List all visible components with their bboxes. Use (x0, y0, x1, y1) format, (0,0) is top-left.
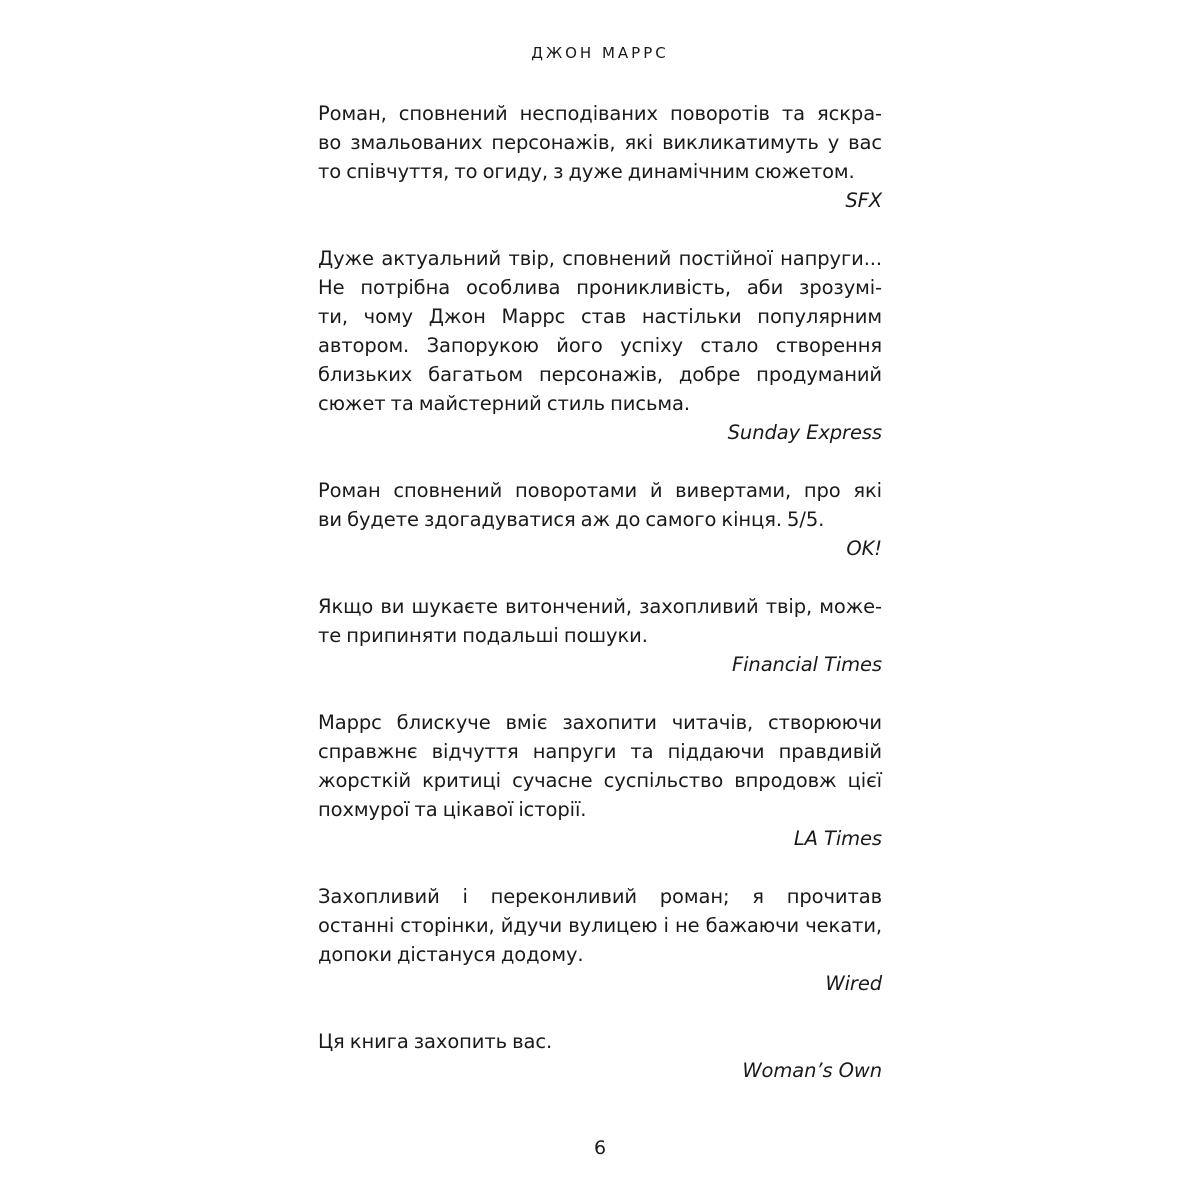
review-quote (318, 99, 882, 186)
quote-line: Не потрібна особлива проникливість, аби зрозумі- (318, 276, 882, 299)
review-quote (318, 882, 882, 969)
quote-line: ви будете здогадуватися аж до самого кінця. 5/5. (318, 508, 825, 531)
quote-line: Якщо ви шукаєте витончений, захопливий твір, може- (318, 595, 882, 618)
quote-line: жорсткій критиці сучасне суспільство впродовж цієї (318, 769, 882, 792)
quote-line: Ця книга захопить вас. (318, 1030, 553, 1053)
review-item (318, 1027, 882, 1085)
quote-line: Роман, сповнений несподіваних поворотів та яскра- (318, 102, 882, 125)
quote-line: сюжет та майстерний стиль письма. (318, 392, 690, 415)
quote-line: те припиняти подальші пошуки. (318, 624, 648, 647)
review-source: Woman’s Own (742, 1059, 882, 1082)
quote-line: похмурої та цікавої історії. (318, 798, 587, 821)
review-quote (318, 708, 882, 824)
quote-line: автором. Запорукою його успіху стало створення (318, 334, 882, 357)
review-source: LA Times (793, 827, 882, 850)
reviews-list (318, 99, 882, 1114)
review-source: Wired (825, 972, 882, 995)
quote-line: то співчуття, то огиду, з дуже динамічним сюжетом. (318, 160, 855, 183)
review-quote (318, 592, 882, 650)
quote-line: допоки дістануся додому. (318, 943, 584, 966)
review-quote (318, 476, 882, 534)
review-item (318, 476, 882, 563)
running-head: ДЖОН МАРРС (531, 44, 669, 62)
quote-line: близьких багатьом персонажів, добре продуманий (318, 363, 882, 386)
review-quote (318, 244, 882, 418)
quote-line: во змальованих персонажів, які викликатимуть у вас (318, 131, 882, 154)
quote-line: Дуже актуальний твір, сповнений постійної напруги... (318, 247, 882, 270)
review-item (318, 592, 882, 679)
quote-line: останні сторінки, йдучи вулицею і не бажаючи чекати, (318, 914, 882, 937)
quote-line: Захопливий і переконливий роман; я прочитав (318, 885, 882, 908)
review-source: OK! (846, 537, 882, 560)
review-quote (318, 1027, 882, 1056)
review-source: Financial Times (732, 653, 882, 676)
review-item (318, 99, 882, 215)
review-item (318, 244, 882, 447)
review-item (318, 708, 882, 853)
page-number: 6 (593, 1137, 607, 1159)
review-source: Sunday Express (727, 421, 882, 444)
review-source: SFX (845, 189, 882, 212)
quote-line: Маррс блискуче вміє захопити читачів, створюючи (318, 711, 882, 734)
quote-line: ти, чому Джон Маррс став настільки популярним (318, 305, 882, 328)
quote-line: Роман сповнений поворотами й вивертами, про які (318, 479, 882, 502)
quote-line: справжнє відчуття напруги та піддаючи правдивій (318, 740, 882, 763)
review-item (318, 882, 882, 998)
